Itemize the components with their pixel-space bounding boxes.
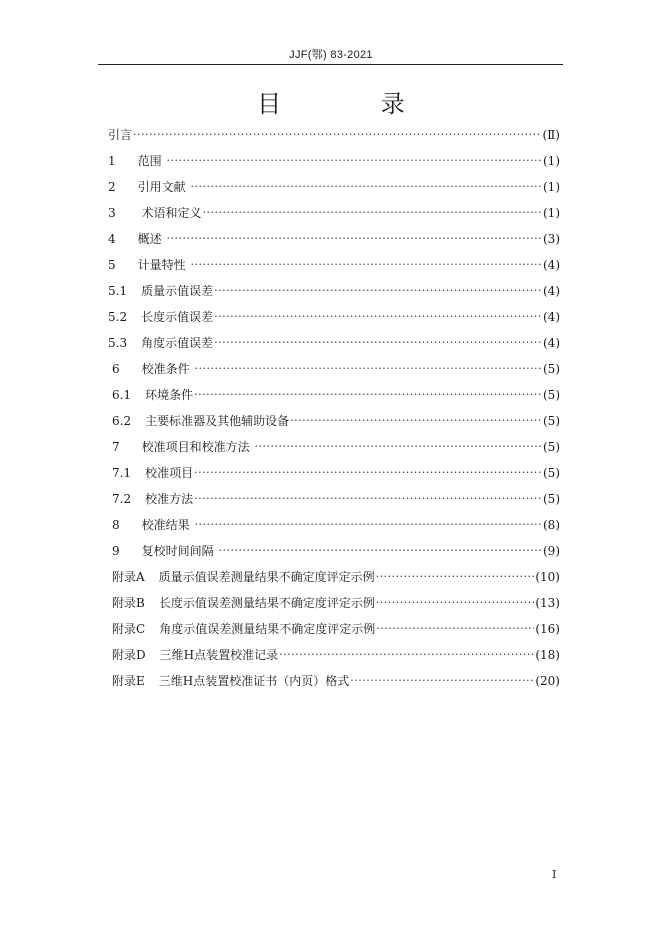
- toc-entry-title: 概述: [137, 232, 166, 246]
- toc-entry-title: 主要标准器及其他辅助设备: [145, 414, 290, 428]
- toc-entry-title: 计量特性: [137, 258, 190, 272]
- toc-dot-leader: [194, 486, 542, 512]
- document-header: JJF(鄂) 83-2021: [289, 49, 373, 61]
- toc-dot-leader: [166, 148, 542, 174]
- toc-entry[interactable]: [108, 668, 560, 694]
- toc-entry-number: 7.1: [112, 466, 132, 480]
- toc-entry-page: (1): [543, 180, 560, 194]
- toc-entry[interactable]: [108, 590, 560, 616]
- toc-dot-leader: [194, 356, 542, 382]
- toc-entry-title: 环境条件: [145, 388, 194, 402]
- toc-dot-leader: [194, 460, 542, 486]
- toc-dot-leader: [190, 252, 542, 278]
- toc-entry[interactable]: [108, 382, 560, 408]
- toc-entry-number: 4: [108, 232, 116, 246]
- toc-entry-number: 附录B: [112, 596, 145, 610]
- toc-entry[interactable]: [108, 226, 560, 252]
- toc-dot-leader: [376, 590, 535, 616]
- toc-entry-number: 附录C: [112, 622, 146, 636]
- toc-entry-number: 8: [112, 518, 120, 532]
- toc-entry-page: (5): [543, 440, 560, 454]
- toc-dot-leader: [214, 330, 542, 356]
- toc-entry-page: (9): [543, 544, 560, 558]
- toc-entry[interactable]: [108, 642, 560, 668]
- toc-entry-page: (10): [535, 570, 560, 584]
- toc-entry[interactable]: [108, 616, 560, 642]
- toc-entry-title: 引言: [108, 128, 133, 142]
- toc-entry-title: 角度示值误差测量结果不确定度评定示例: [159, 622, 376, 636]
- toc-entry-title: 三维H点装置校准记录: [159, 648, 279, 662]
- toc-dot-leader: [202, 200, 542, 226]
- toc-entry[interactable]: [108, 356, 560, 382]
- toc-entry-page: (5): [543, 492, 560, 506]
- toc-entry-page: (18): [535, 648, 560, 662]
- toc-entry-number: 附录A: [112, 570, 145, 584]
- toc-dot-leader: [376, 616, 534, 642]
- toc-entry-title: 角度示值误差: [141, 336, 214, 350]
- toc-entry-title: 校准条件: [141, 362, 194, 376]
- toc-entry[interactable]: [108, 460, 560, 486]
- toc-dot-leader: [350, 668, 534, 694]
- toc-entry-title: 校准项目和校准方法: [141, 440, 254, 454]
- toc-entry-title: 复校时间间隔: [141, 544, 218, 558]
- toc-dot-leader: [214, 304, 542, 330]
- toc-entry[interactable]: [108, 122, 560, 148]
- toc-entry-title: 术语和定义: [137, 206, 202, 220]
- toc-entry-page: (1): [543, 206, 560, 220]
- toc-entry-title: 范围: [137, 154, 166, 168]
- toc-entry-page: (4): [543, 284, 560, 298]
- toc-entry-number: 2: [108, 180, 116, 194]
- toc-entry[interactable]: [108, 538, 560, 564]
- toc-entry[interactable]: [108, 486, 560, 512]
- toc-entry-page: (4): [543, 336, 560, 350]
- toc-entry-title: 质量示值误差测量结果不确定度评定示例: [158, 570, 375, 584]
- toc-dot-leader: [133, 122, 541, 148]
- toc-entry-page: (5): [543, 466, 560, 480]
- toc-entry-title: 校准方法: [145, 492, 194, 506]
- toc-entry-number: 7.2: [112, 492, 132, 506]
- toc-entry-page: (1): [543, 154, 560, 168]
- toc-entry-number: 5.2: [108, 310, 128, 324]
- toc-entry-number: 7: [112, 440, 120, 454]
- toc-dot-leader: [290, 408, 542, 434]
- table-of-contents: [108, 122, 560, 694]
- toc-entry[interactable]: [108, 512, 560, 538]
- toc-entry-page: (5): [543, 388, 560, 402]
- toc-entry-title: 长度示值误差: [141, 310, 214, 324]
- toc-dot-leader: [194, 382, 542, 408]
- toc-entry[interactable]: [108, 434, 560, 460]
- toc-entry-number: 附录D: [112, 648, 146, 662]
- toc-dot-leader: [218, 538, 542, 564]
- toc-dot-leader: [194, 512, 542, 538]
- toc-entry-number: 1: [108, 154, 116, 168]
- toc-entry[interactable]: [108, 148, 560, 174]
- page-number: I: [552, 868, 557, 881]
- toc-entry[interactable]: [108, 200, 560, 226]
- toc-entry-page: (4): [543, 310, 560, 324]
- toc-entry-page: (4): [543, 258, 560, 272]
- toc-entry[interactable]: [108, 278, 560, 304]
- toc-entry-page: (Ⅱ): [542, 128, 560, 142]
- toc-entry[interactable]: [108, 330, 560, 356]
- page-title: 目 录: [257, 90, 451, 118]
- toc-entry-page: (5): [543, 414, 560, 428]
- toc-entry[interactable]: [108, 174, 560, 200]
- toc-entry[interactable]: [108, 564, 560, 590]
- toc-entry-page: (13): [535, 596, 560, 610]
- toc-entry-title: 引用文献: [137, 180, 190, 194]
- toc-entry-page: (16): [535, 622, 560, 636]
- toc-entry[interactable]: [108, 304, 560, 330]
- toc-entry-number: 3: [108, 206, 116, 220]
- toc-entry-title: 校准结果: [141, 518, 194, 532]
- toc-entry-page: (8): [543, 518, 560, 532]
- toc-dot-leader: [254, 434, 542, 460]
- toc-entry-title: 校准项目: [145, 466, 194, 480]
- toc-entry-title: 三维H点装置校准证书（内页）格式: [158, 674, 350, 688]
- toc-entry-number: 6.1: [112, 388, 132, 402]
- toc-entry-number: 5.1: [108, 284, 128, 298]
- toc-entry-page: (3): [543, 232, 560, 246]
- toc-entry-title: 质量示值误差: [141, 284, 214, 298]
- toc-entry-number: 6.2: [112, 414, 132, 428]
- toc-entry-number: 5: [108, 258, 116, 272]
- toc-entry-number: 附录E: [112, 674, 145, 688]
- toc-entry-page: (20): [535, 674, 560, 688]
- toc-entry-page: (5): [543, 362, 560, 376]
- toc-dot-leader: [166, 226, 542, 252]
- toc-entry[interactable]: [108, 252, 560, 278]
- toc-entry-number: 6: [112, 362, 120, 376]
- toc-dot-leader: [190, 174, 542, 200]
- toc-entry-number: 5.3: [108, 336, 128, 350]
- toc-dot-leader: [214, 278, 542, 304]
- toc-dot-leader: [376, 564, 535, 590]
- toc-dot-leader: [279, 642, 534, 668]
- toc-entry[interactable]: [108, 408, 560, 434]
- header-divider: [98, 64, 563, 65]
- toc-entry-title: 长度示值误差测量结果不确定度评定示例: [158, 596, 375, 610]
- toc-entry-number: 9: [112, 544, 120, 558]
